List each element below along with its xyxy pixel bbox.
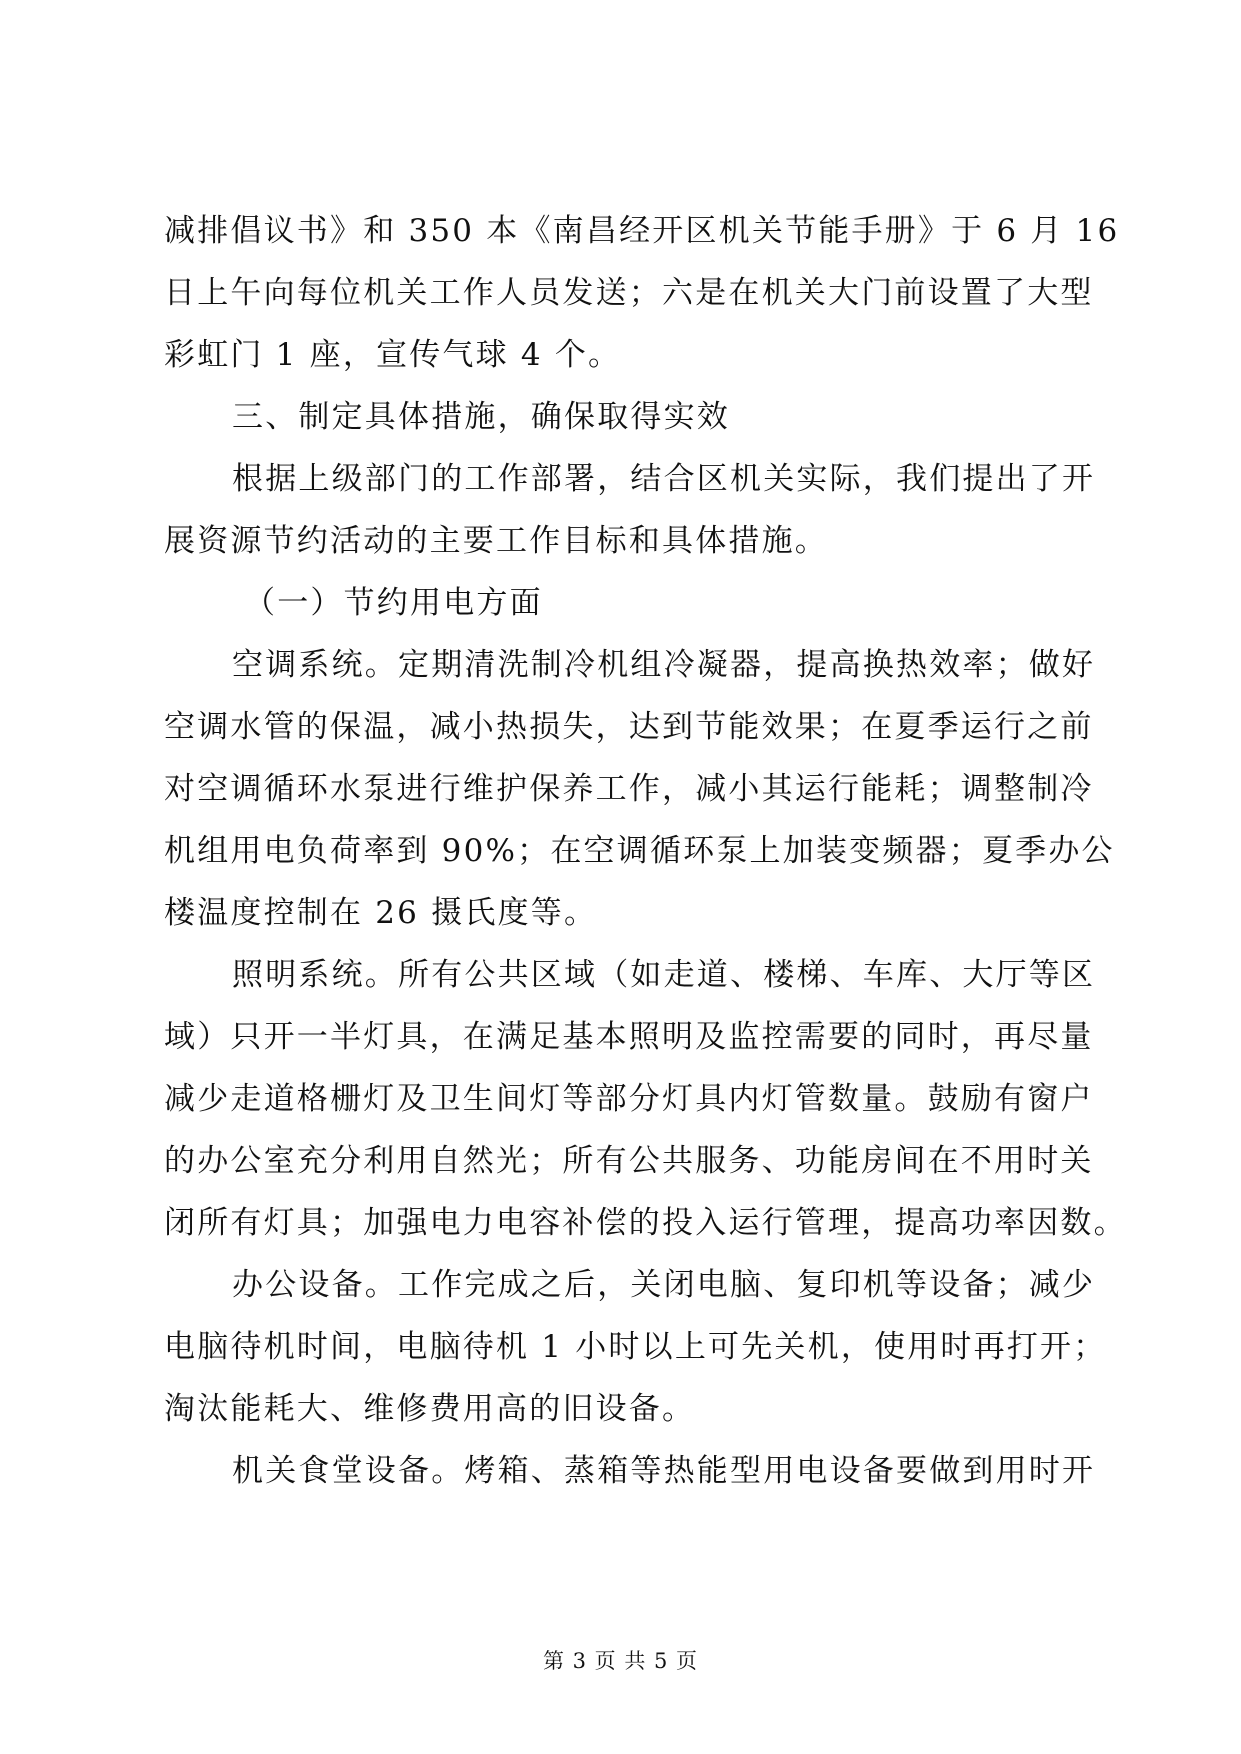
subsection-heading: （一）节约用电方面	[244, 585, 543, 621]
text-line: 对空调循环水泵进行维护保养工作，减小其运行能耗；调整制冷	[164, 771, 1094, 807]
text-line: 机组用电负荷率到 90%；在空调循环泵上加装变频器；夏季办公	[164, 833, 1115, 869]
text-line: 展资源节约活动的主要工作目标和具体措施。	[164, 523, 828, 559]
text-line: 域）只开一半灯具，在满足基本照明及监控需要的同时，再尽量	[164, 1019, 1094, 1055]
text-line: 闭所有灯具；加强电力电容补偿的投入运行管理，提高功率因数。	[164, 1205, 1127, 1241]
text-line: 淘汰能耗大、维修费用高的旧设备。	[164, 1391, 696, 1427]
text-line: 电脑待机时间，电脑待机 1 小时以上可先关机，使用时再打开；	[164, 1329, 1107, 1365]
text-line: 空调系统。定期清洗制冷机组冷凝器，提高换热效率；做好	[232, 647, 1096, 683]
text-line: 照明系统。所有公共区域（如走道、楼梯、车库、大厅等区	[232, 957, 1096, 993]
text-line: 彩虹门 1 座，宣传气球 4 个。	[164, 337, 622, 373]
text-line: 楼温度控制在 26 摄氏度等。	[164, 895, 598, 931]
text-line: 的办公室充分利用自然光；所有公共服务、功能房间在不用时关	[164, 1143, 1094, 1179]
section-heading: 三、制定具体措施，确保取得实效	[232, 399, 730, 435]
text-line: 减排倡议书》和 350 本《南昌经开区机关节能手册》于 6 月 16	[164, 213, 1120, 249]
text-line: 机关食堂设备。烤箱、蒸箱等热能型用电设备要做到用时开	[232, 1453, 1096, 1489]
document-body	[164, 200, 1127, 1502]
text-line: 办公设备。工作完成之后，关闭电脑、复印机等设备；减少	[232, 1267, 1096, 1303]
page-number: 第 3 页 共 5 页	[542, 1649, 699, 1673]
text-line: 根据上级部门的工作部署，结合区机关实际，我们提出了开	[232, 461, 1096, 497]
text-line: 日上午向每位机关工作人员发送；六是在机关大门前设置了大型	[164, 275, 1094, 311]
text-line: 空调水管的保温，减小热损失，达到节能效果；在夏季运行之前	[164, 709, 1094, 745]
text-line: 减少走道格栅灯及卫生间灯等部分灯具内灯管数量。鼓励有窗户	[164, 1081, 1094, 1117]
